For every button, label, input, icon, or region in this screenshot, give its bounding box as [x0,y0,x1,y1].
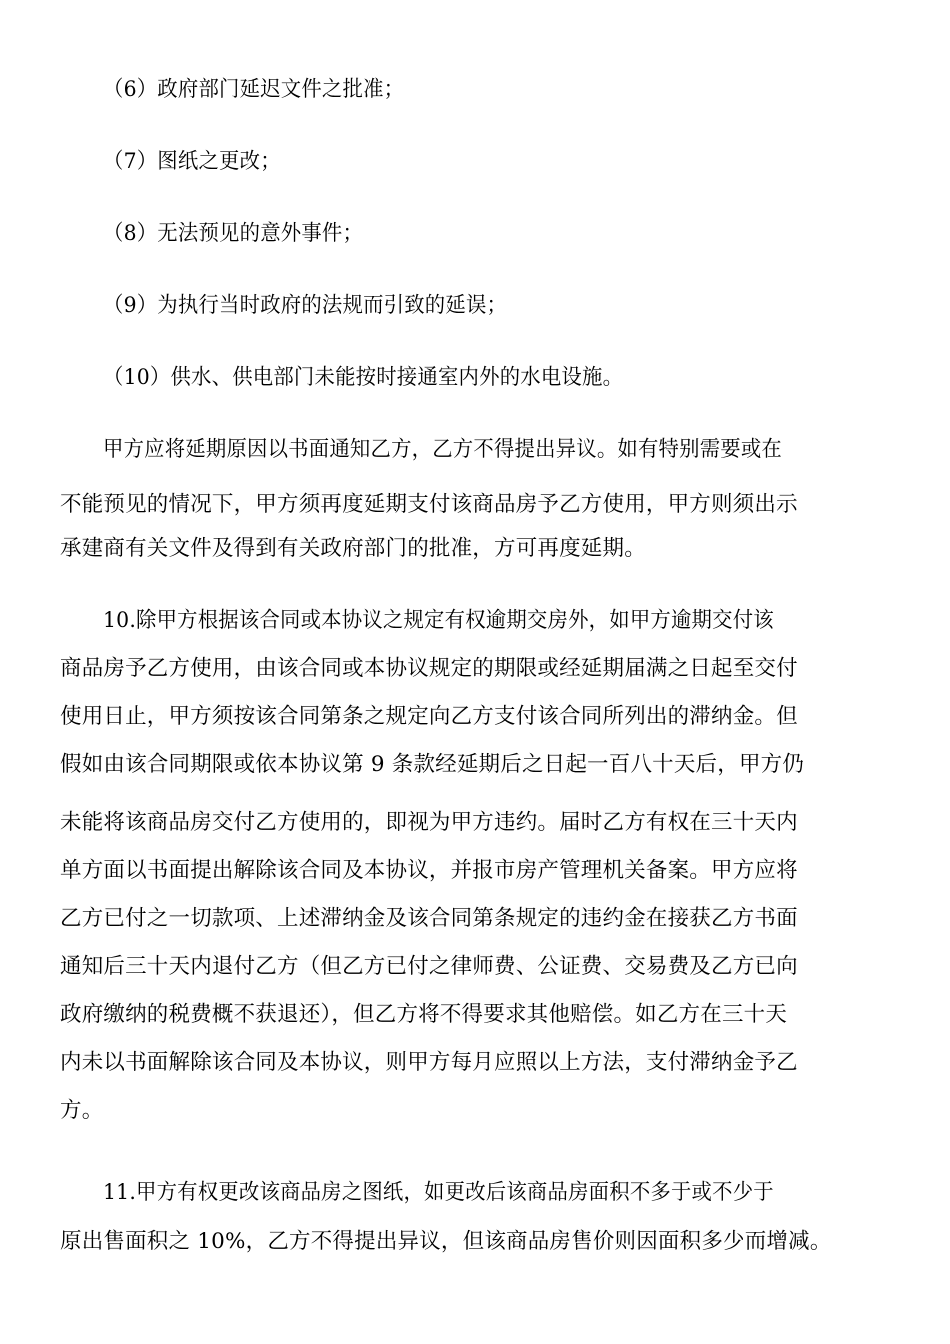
clause-10-line: 10.除甲方根据该合同或本协议之规定有权逾期交房外，如甲方逾期交付该 [103,608,774,633]
clause-10-line: 单方面以书面提出解除该合同及本协议，并报市房产管理机关备案。甲方应将 [60,858,798,883]
clause-10-line: 未能将该商品房交付乙方使用的，即视为甲方违约。届时乙方有权在三十天内 [60,810,798,835]
list-item: （6）政府部门延迟文件之批准； [103,77,405,102]
clause-10-line: 假如由该合同期限或依本协议第 9 条款经延期后之日起一百八十天后，甲方仍 [60,752,805,777]
clause-10-line: 政府缴纳的税费概不获退还），但乙方将不得要求其他赔偿。如乙方在三十天 [60,1002,788,1027]
clause-10-line: 内未以书面解除该合同及本协议，则甲方每月应照以上方法，支付滞纳金予乙 [60,1050,798,1075]
paragraph-line: 不能预见的情况下，甲方须再度延期支付该商品房予乙方使用，甲方则须出示 [60,492,798,517]
list-item: （7）图纸之更改； [103,149,281,174]
clause-11-line: 原出售面积之 10%，乙方不得提出异议，但该商品房售价则因面积多少而增减。 [60,1229,832,1254]
list-item: （9）为执行当时政府的法规而引致的延误； [103,293,508,318]
list-item: （10）供水、供电部门未能按时接通室内外的水电设施。 [103,365,624,390]
list-item: （8）无法预见的意外事件； [103,221,364,246]
clause-10-line: 乙方已付之一切款项、上述滞纳金及该合同第条规定的违约金在接获乙方书面 [60,906,798,931]
clause-10-line: 使用日止，甲方须按该合同第条之规定向乙方支付该合同所列出的滞纳金。但 [60,704,798,729]
clause-10-line: 商品房予乙方使用，由该合同或本协议规定的期限或经延期届满之日起至交付 [60,656,798,681]
clause-10-line: 通知后三十天内退付乙方（但乙方已付之律师费、公证费、交易费及乙方已向 [60,954,798,979]
paragraph-line: 承建商有关文件及得到有关政府部门的批准，方可再度延期。 [60,536,646,561]
paragraph-line: 甲方应将延期原因以书面通知乙方，乙方不得提出异议。如有特别需要或在 [103,437,783,462]
clause-10-line: 方。 [60,1098,104,1123]
clause-11-line: 11.甲方有权更改该商品房之图纸，如更改后该商品房面积不多于或不少于 [103,1180,774,1205]
